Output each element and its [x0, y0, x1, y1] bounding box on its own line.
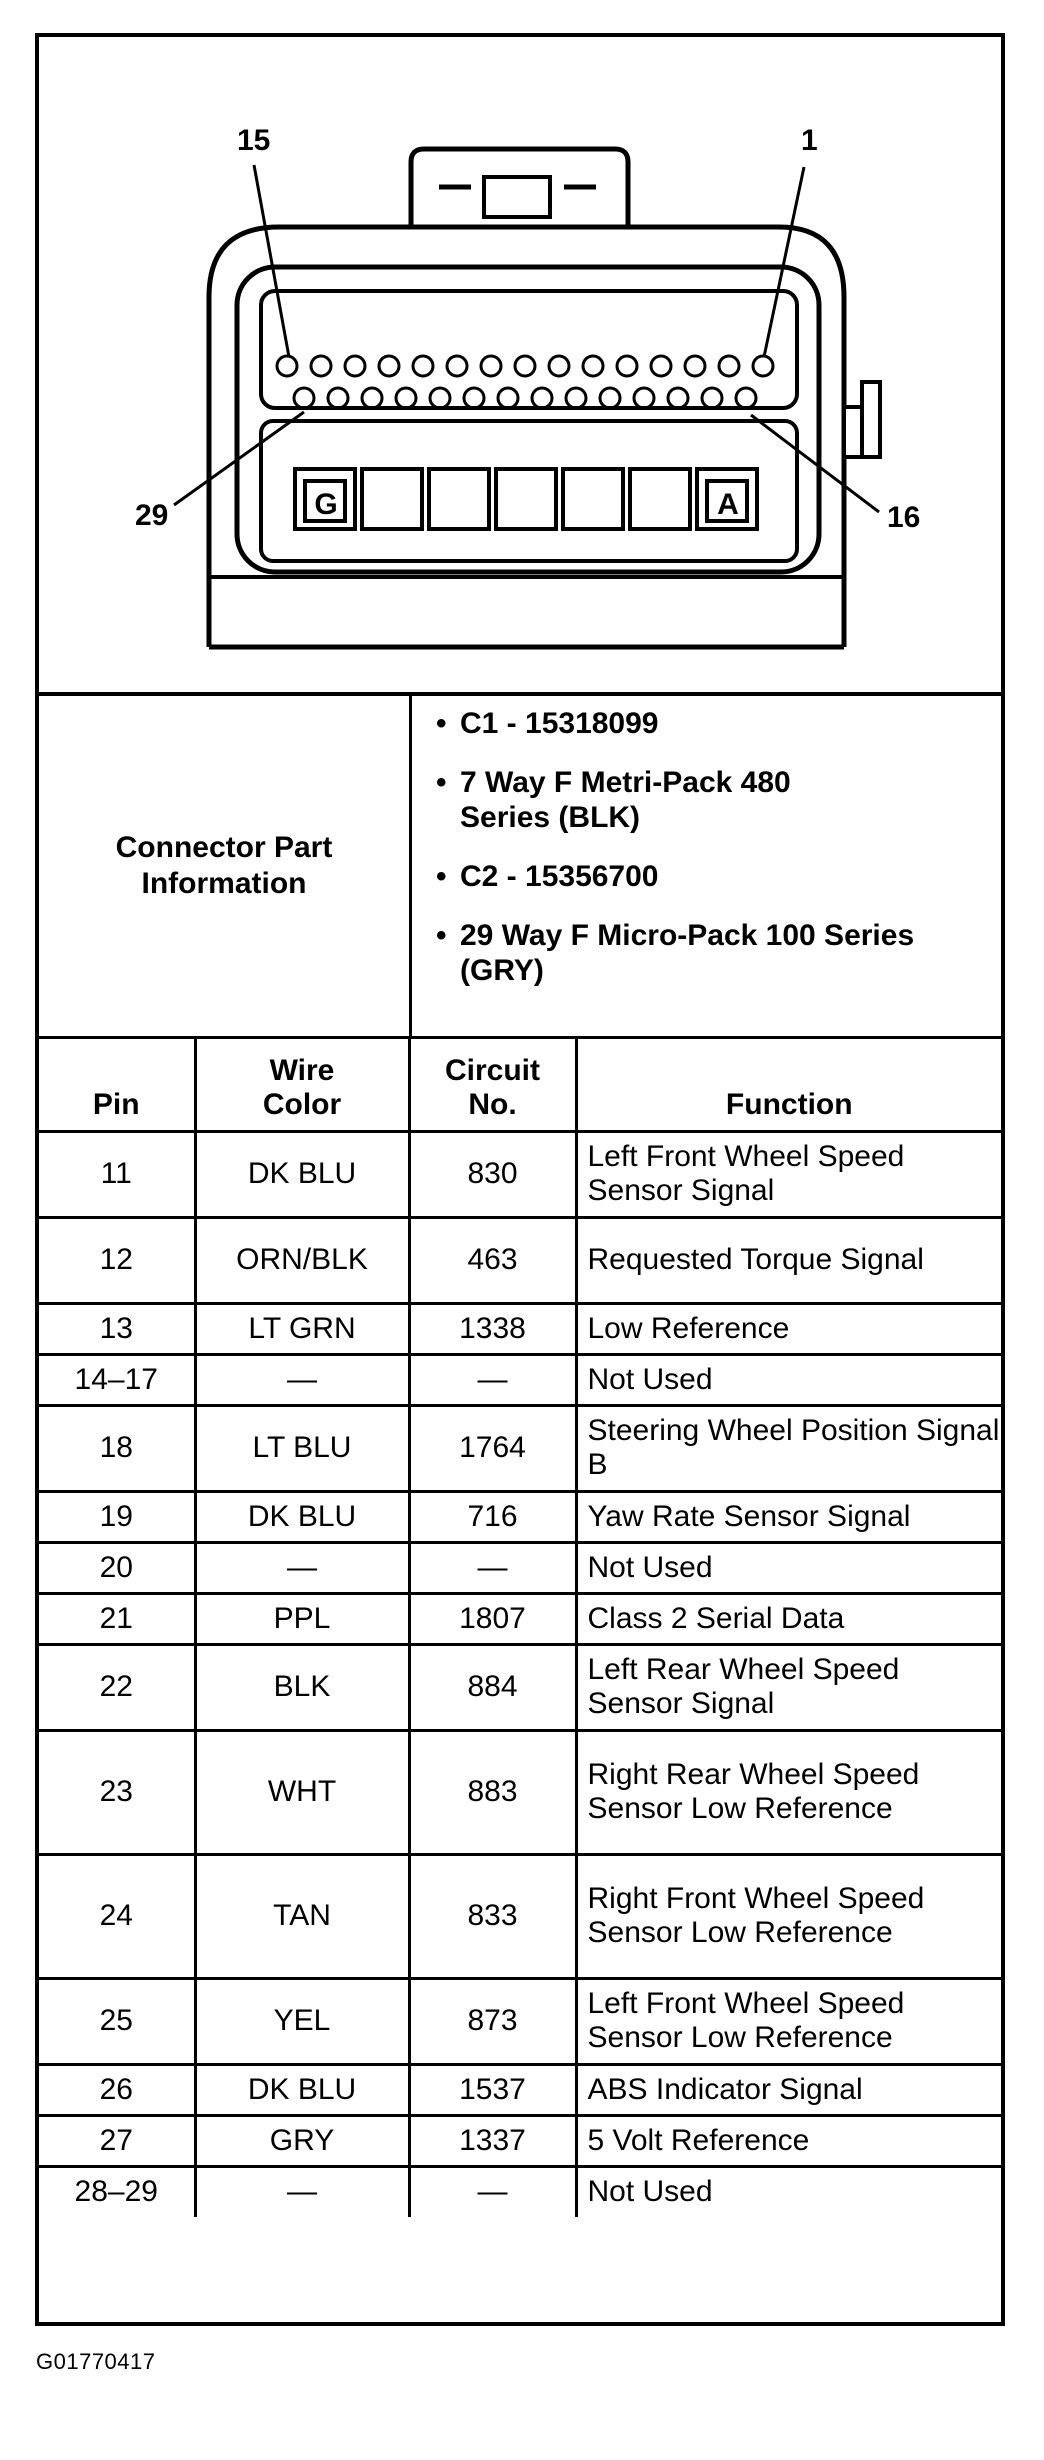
- cell-pin: 26: [39, 2064, 195, 2115]
- cell-pin: 21: [39, 1593, 195, 1644]
- cell-wire-color: DK BLU: [195, 1131, 409, 1217]
- table-row: [39, 1593, 1001, 1644]
- table-row: [39, 1405, 1001, 1491]
- table-row: [39, 2115, 1001, 2166]
- connector-info-list: [412, 696, 1001, 1036]
- table-row: [39, 1491, 1001, 1542]
- pin-row-top: [277, 356, 773, 376]
- cell-wire-color: —: [195, 1542, 409, 1593]
- figure-code: G01770417: [36, 2349, 156, 2374]
- connector-info-item: • 7 Way F Metri-Pack 480 Series (BLK): [436, 765, 840, 835]
- cavity-slot: [630, 469, 690, 529]
- pin-cavity: [515, 356, 535, 376]
- cell-circuit-no: 1338: [409, 1303, 576, 1354]
- header-function: Function: [576, 1039, 1001, 1131]
- pin-cavity: [294, 388, 314, 408]
- cavity-row: [295, 469, 757, 529]
- cell-function: Steering Wheel Position Signal B: [576, 1405, 1001, 1491]
- table-row: [39, 2064, 1001, 2115]
- cell-circuit-no: 463: [409, 1217, 576, 1303]
- cell-function: Requested Torque Signal: [576, 1217, 1001, 1303]
- table-row: [39, 1354, 1001, 1405]
- cell-function: Right Rear Wheel Speed Sensor Low Reference: [576, 1730, 1001, 1854]
- cell-function: Left Front Wheel Speed Sensor Low Reference: [576, 1978, 1001, 2064]
- pin-cavity: [617, 356, 637, 376]
- cell-function: 5 Volt Reference: [576, 2115, 1001, 2166]
- cell-pin: 24: [39, 1854, 195, 1978]
- pin-cavity: [328, 388, 348, 408]
- pin-cavity: [464, 388, 484, 408]
- pin-label-1: 1: [801, 124, 818, 157]
- cell-function: Not Used: [576, 1354, 1001, 1405]
- cavity-slot: [496, 469, 556, 529]
- pin-cavity: [668, 388, 688, 408]
- cell-wire-color: TAN: [195, 1854, 409, 1978]
- cell-function: Low Reference: [576, 1303, 1001, 1354]
- header-wire-color: Wire Color: [195, 1039, 409, 1131]
- cell-wire-color: BLK: [195, 1644, 409, 1730]
- pin-cavity: [498, 388, 518, 408]
- pin-cavity: [634, 388, 654, 408]
- table-row: [39, 1542, 1001, 1593]
- pin-cavity: [413, 356, 433, 376]
- cell-pin: 23: [39, 1730, 195, 1854]
- cell-pin: 28–29: [39, 2166, 195, 2217]
- pin-cavity: [430, 388, 450, 408]
- cell-function: Yaw Rate Sensor Signal: [576, 1491, 1001, 1542]
- cell-circuit-no: —: [409, 2166, 576, 2217]
- pin-cavity: [345, 356, 365, 376]
- cavity-label-a: A: [717, 488, 739, 521]
- cell-circuit-no: 716: [409, 1491, 576, 1542]
- pin-table: [39, 1039, 1001, 2217]
- table-row: [39, 1978, 1001, 2064]
- cell-pin: 22: [39, 1644, 195, 1730]
- pin-cavity: [702, 388, 722, 408]
- cell-pin: 11: [39, 1131, 195, 1217]
- table-row: [39, 1217, 1001, 1303]
- pin-row-bottom: [294, 388, 756, 408]
- cell-pin: 20: [39, 1542, 195, 1593]
- cell-function: Not Used: [576, 1542, 1001, 1593]
- pin-cavity: [362, 388, 382, 408]
- cell-wire-color: LT GRN: [195, 1303, 409, 1354]
- header-pin: Pin: [39, 1039, 195, 1131]
- pin-cavity: [651, 356, 671, 376]
- pin-cavity: [753, 356, 773, 376]
- pin-cavity: [311, 356, 331, 376]
- pin-cavity: [583, 356, 603, 376]
- cell-wire-color: DK BLU: [195, 1491, 409, 1542]
- cell-wire-color: DK BLU: [195, 2064, 409, 2115]
- connector-info-item: • C1 - 15318099: [436, 706, 1001, 741]
- table-row: [39, 1303, 1001, 1354]
- cell-wire-color: LT BLU: [195, 1405, 409, 1491]
- cell-wire-color: —: [195, 1354, 409, 1405]
- cell-wire-color: WHT: [195, 1730, 409, 1854]
- connector-info-item: • C2 - 15356700: [436, 859, 1001, 894]
- cavity-slot: [429, 469, 489, 529]
- cell-function: ABS Indicator Signal: [576, 2064, 1001, 2115]
- cell-wire-color: PPL: [195, 1593, 409, 1644]
- cell-pin: 12: [39, 1217, 195, 1303]
- cell-circuit-no: —: [409, 1354, 576, 1405]
- pin-cavity: [277, 356, 297, 376]
- table-row: [39, 1131, 1001, 1217]
- pin-cavity: [379, 356, 399, 376]
- pin-cavity: [685, 356, 705, 376]
- pin-cavity: [532, 388, 552, 408]
- table-row: [39, 1644, 1001, 1730]
- pin-cavity: [719, 356, 739, 376]
- table-row: [39, 1854, 1001, 1978]
- cell-function: Class 2 Serial Data: [576, 1593, 1001, 1644]
- cavity-slot: [563, 469, 623, 529]
- cell-function: Left Front Wheel Speed Sensor Signal: [576, 1131, 1001, 1217]
- connector-sheet: [35, 33, 1005, 2326]
- cell-pin: 19: [39, 1491, 195, 1542]
- cell-circuit-no: —: [409, 1542, 576, 1593]
- connector-part-info: [39, 696, 1001, 1039]
- cell-circuit-no: 883: [409, 1730, 576, 1854]
- pin-cavity: [736, 388, 756, 408]
- cell-wire-color: ORN/BLK: [195, 1217, 409, 1303]
- cell-wire-color: GRY: [195, 2115, 409, 2166]
- pin-cavity: [481, 356, 501, 376]
- cell-circuit-no: 873: [409, 1978, 576, 2064]
- cavity-label-g: G: [314, 488, 338, 521]
- cell-circuit-no: 1537: [409, 2064, 576, 2115]
- pin-cavity: [549, 356, 569, 376]
- cell-wire-color: —: [195, 2166, 409, 2217]
- cell-circuit-no: 1764: [409, 1405, 576, 1491]
- pin-label-29: 29: [135, 499, 169, 532]
- cell-pin: 13: [39, 1303, 195, 1354]
- pin-cavity: [396, 388, 416, 408]
- cell-circuit-no: 830: [409, 1131, 576, 1217]
- cell-circuit-no: 833: [409, 1854, 576, 1978]
- cavity-slot: [362, 469, 422, 529]
- cell-pin: 18: [39, 1405, 195, 1491]
- cell-pin: 14–17: [39, 1354, 195, 1405]
- cell-circuit-no: 1807: [409, 1593, 576, 1644]
- connector-drawing: [39, 37, 1001, 692]
- table-row: [39, 1730, 1001, 1854]
- cell-wire-color: YEL: [195, 1978, 409, 2064]
- connector-info-label: [39, 696, 412, 1036]
- cell-circuit-no: 884: [409, 1644, 576, 1730]
- cell-function: Left Rear Wheel Speed Sensor Signal: [576, 1644, 1001, 1730]
- cell-circuit-no: 1337: [409, 2115, 576, 2166]
- cell-pin: 25: [39, 1978, 195, 2064]
- cell-function: Not Used: [576, 2166, 1001, 2217]
- pin-cavity: [600, 388, 620, 408]
- pin-label-15: 15: [237, 124, 271, 157]
- pin-cavity: [447, 356, 467, 376]
- pin-label-16: 16: [887, 501, 921, 534]
- pin-cavity: [566, 388, 586, 408]
- cell-function: Right Front Wheel Speed Sensor Low Reference: [576, 1854, 1001, 1978]
- connector-diagram: [39, 37, 1001, 696]
- cell-pin: 27: [39, 2115, 195, 2166]
- table-row: [39, 2166, 1001, 2217]
- connector-info-title: Connector Part Information: [115, 831, 333, 900]
- header-circuit-no: Circuit No.: [409, 1039, 576, 1131]
- connector-info-item: • 29 Way F Micro-Pack 100 Series (GRY): [436, 918, 930, 988]
